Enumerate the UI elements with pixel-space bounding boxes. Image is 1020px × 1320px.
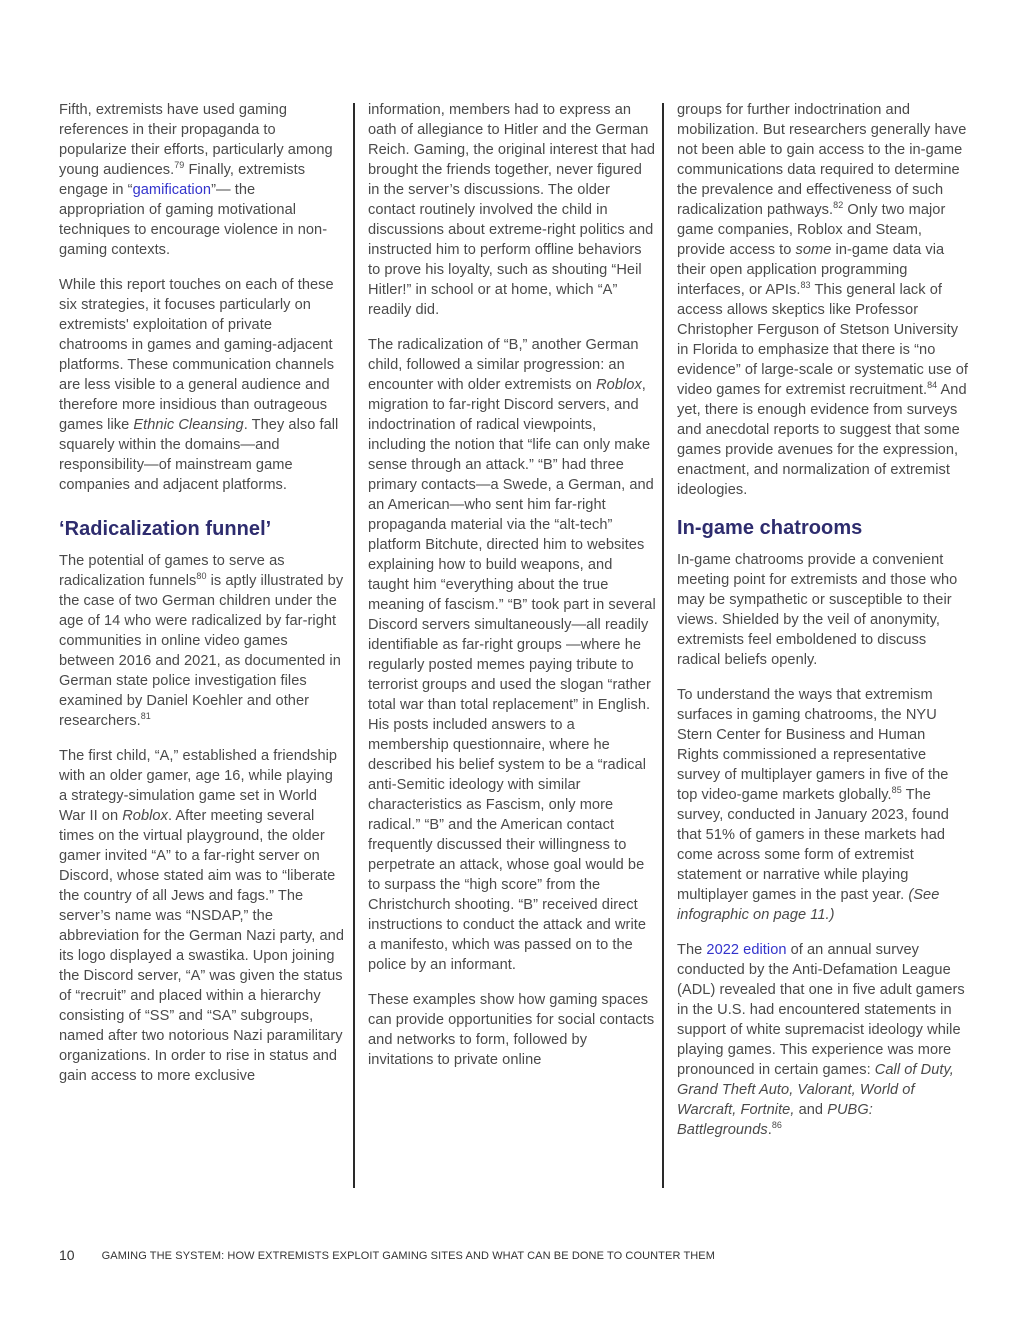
paragraph: The 2022 edition of an annual survey conducted by the Anti-Defamation League (ADL) revealed that one in five adult gamers in the U.S. had encountered statements in support of white supremacist ideology while playing games. This experience was more pronounced in certain games: Call of Duty, Grand Theft Auto, Valorant, World of Warcraft, Fortnite, and PUBG: Battlegrounds.$^{86}$ [677,942,965,1138]
footnote-ref[interactable]: 83 [800,280,811,290]
paragraph: The first child, “A,” established a friendship with an older gamer, age 16, while playing a strategy-simulation game set in World War II on Roblox. After meeting several times on the virtual playground, the older gamer invited “A” to a far-right server on Discord, whose stated aim was to “liberate the country of all Jews and fags.” The server’s name was “NSDAP,” the abbreviation for the German Nazi party, and its logo displayed a swastika. Upon joining the Discord server, “A” was given the status of “recruit” and placed within a hierarchy consisting of “SS” and “SA” subgroups, named after two notorious Nazi paramilitary organizations. In order to rise in status and gain access to more exclusive [59,748,344,1084]
running-title: GAMING THE SYSTEM: HOW EXTREMISTS EXPLOIT GAMING SITES AND WHAT CAN BE DONE TO COUNTER THEM [101,1250,716,1262]
section-heading-in-game-chatrooms: In-game chatrooms [677,517,863,539]
page-footer [59,1247,715,1263]
column-right [677,100,969,1155]
footnote-ref[interactable]: 84 [927,380,938,390]
footnote-ref[interactable]: 79 [174,160,185,170]
paragraph: The radicalization of “B,” another German child, followed a similar progression: an encounter with older extremists on Roblox, migration to far-right Discord servers, and indoctrination of radical viewpoints, including the notion that “life can only make sense through an attack.” “B” had three primary contacts—a Swede, a German, and an American—who sent him far-right propaganda material via the “alt-tech” platform Bitchute, directed him to websites explaining how to build weapons, and taught him “everything about the true meaning of fascism.” “B” took part in several Discord servers simultaneously—all readily identifiable as far-right groups —where he regularly posted memes paying tribute to terrorist groups and used the slogan “rather total war than total replacement” in English. His posts included answers to a membership questionnaire, where he described his belief system to be a “radical anti-Semitic ideology with similar characteristics as Fascism, only more radical.” “B” and the American contact frequently discussed their willingness to perpetrate an attack, whose goal would be to surpass the “high score” from the Christchurch shooting. “B” received direct instructions to conduct the attack and write a manifesto, which was passed on to the police by an informant. [368,337,656,973]
paragraph: To understand the ways that extremism surfaces in gaming chatrooms, the NYU Stern Center for Business and Human Rights commissioned a representative survey of multiplayer gamers in five of the top video-game markets globally.$^{85}$ The survey, conducted in January 2023, found that 51% of gamers in these markets had come across some form of extremist statement or narrative while playing multiplayer games in the past year. (See infographic on page 11.) [677,687,949,923]
column-left [59,100,344,1101]
paragraph: Fifth, extremists have used gaming references in their propaganda to popularize their efforts, particularly among young audiences.$^{79}$ Finally, extremists engage in “gamification”— the appropriation of gaming motivational techniques to encourage violence in non-gaming contexts. [59,102,333,258]
paragraph: These examples show how gaming spaces can provide opportunities for social contacts and networks to form, followed by invitations to private online [368,992,655,1068]
paragraph: groups for further indoctrination and mobilization. But researchers generally have not been able to gain access to the in-game communications data required to determine the prevalence and effectiveness of such radicalization pathways.$^{82}$ Only two major game companies, Roblox and Steam, provide access to some in-game data via their open application programming interfaces, or APIs.$^{83}$ This general lack of access allows skeptics like Professor Christopher Ferguson of Stetson University in Florida to emphasize that there is “no evidence” of large-scale or systematic use of video games for extremist recruitment.$^{84}$ And yet, there is enough evidence from surveys and anecdotal reports to suggest that some games provide avenues for the expression, enactment, and normalization of extremist ideologies. [677,102,969,498]
gamification-link[interactable]: gamification [132,182,212,198]
footnote-ref[interactable]: 80 [196,571,207,581]
column-divider [662,103,664,1188]
section-heading-radicalization-funnel: ‘Radicalization funnel’ [59,518,272,540]
footnote-ref[interactable]: 86 [771,1120,782,1130]
2022-edition-link[interactable]: 2022 edition [706,942,787,958]
paragraph: While this report touches on each of these six strategies, it focuses particularly on extremists' exploitation of private chatrooms in games and gaming-adjacent platforms. These communication channels are less visible to a general audience and therefore more insidious than outrageous games like Ethnic Cleansing. They also fall squarely within the domains—and responsibility—of mainstream game companies and adjacent platforms. [59,277,339,493]
footnote-ref[interactable]: 81 [140,711,151,721]
column-divider [353,103,355,1188]
column-middle [368,100,656,1085]
footnote-ref[interactable]: 82 [833,200,844,210]
paragraph: The potential of games to serve as radicalization funnels$^{80}$ is aptly illustrated by the case of two German children under the age of 14 who were radicalized by far-right communities in online video games between 2016 and 2021, as documented in German state police investigation files examined by Daniel Koehler and other researchers.$^{81}$ [59,553,344,729]
footnote-ref[interactable]: 85 [891,785,902,795]
page-number: 10 [59,1247,75,1263]
paragraph: In-game chatrooms provide a convenient meeting point for extremists and those who may be sympathetic or susceptible to their views. Shielded by the veil of anonymity, extremists feel emboldened to discuss radical beliefs openly. [677,552,958,668]
paragraph: information, members had to express an oath of allegiance to Hitler and the German Reich. Gaming, the original interest that had brought the friends together, never figured in the server’s discussions. The older contact routinely involved the child in discussions about extreme-right politics and instructed him to perform offline behaviors to prove his loyalty, such as shouting “Heil Hitler!” in school or at home, which “A” readily did. [368,102,655,318]
